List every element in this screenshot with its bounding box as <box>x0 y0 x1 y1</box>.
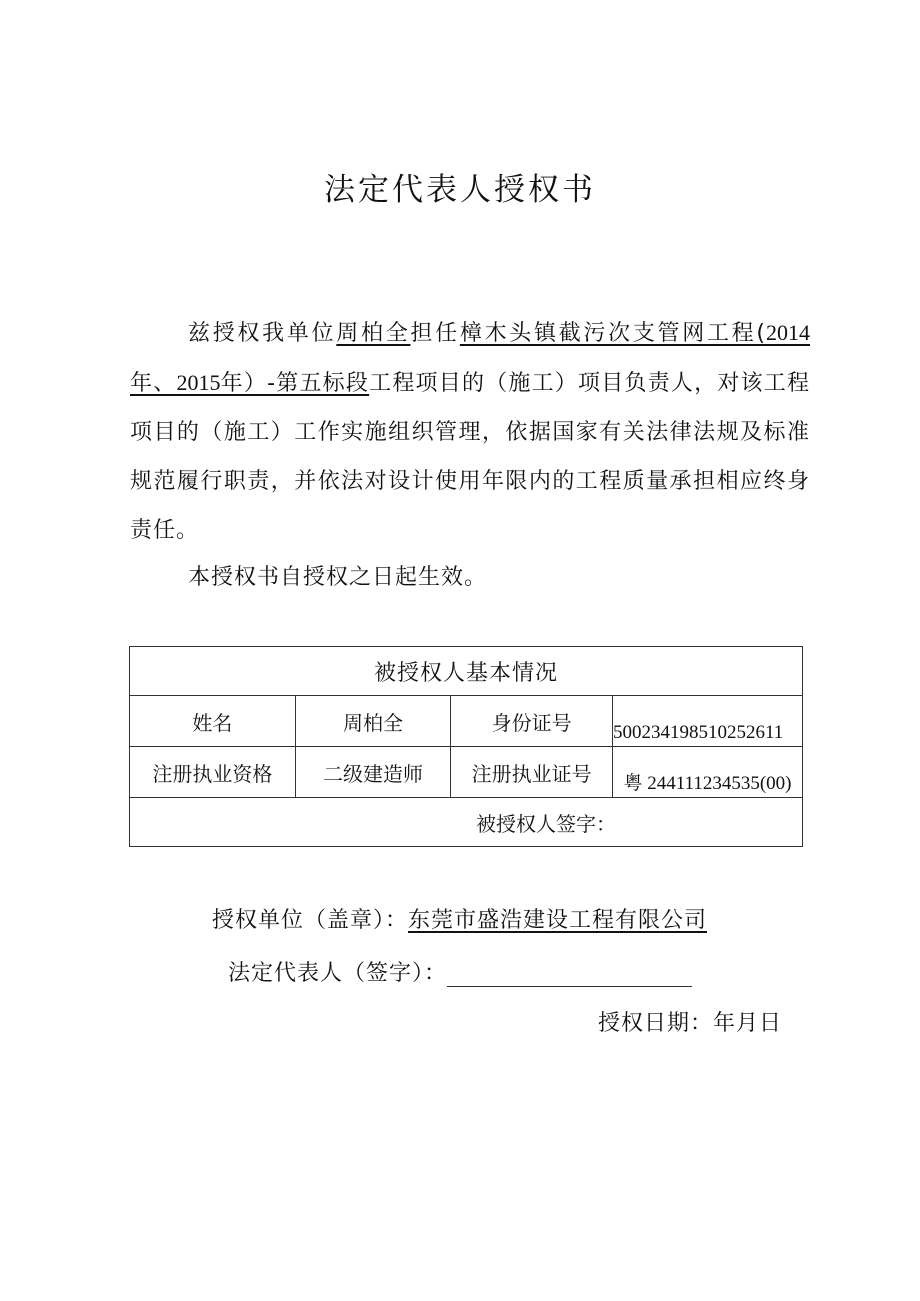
id-label: 身份证号 <box>451 696 613 747</box>
para-mid: 担任 <box>410 321 460 346</box>
project-year-2: 2015 <box>176 370 221 395</box>
name-label: 姓名 <box>130 696 296 747</box>
authorized-person-table <box>129 646 803 847</box>
id-value: 500234198510252611 <box>613 696 803 747</box>
authorizing-unit-line <box>212 903 920 934</box>
project-year-1: 2014 <box>765 320 810 345</box>
para-prefix: 兹授权我单位 <box>188 321 337 346</box>
rep-label: 法定代表人（签字）： <box>228 961 448 986</box>
certificate-value: 粤 244111234535(00) <box>613 747 803 798</box>
table-heading: 被授权人基本情况 <box>130 647 803 696</box>
qualification-label: 注册执业资格 <box>130 747 296 798</box>
name-value: 周柏全 <box>295 696 451 747</box>
legal-representative-line <box>228 956 920 987</box>
effective-paragraph: 本授权书自授权之日起生效。 <box>188 565 488 590</box>
project-name-part-a: 樟木头镇截污次支管网工程( <box>459 321 766 346</box>
signature-blank <box>447 964 692 987</box>
signature-cell <box>130 798 803 847</box>
project-name-part-b: 年、 <box>130 371 177 396</box>
unit-label: 授权单位（盖章）： <box>212 908 409 933</box>
unit-value: 东莞市盛浩建设工程有限公司 <box>408 908 708 933</box>
authorization-date: 授权日期：年月日 <box>598 1011 783 1036</box>
authorized-person-name: 周柏全 <box>336 321 411 346</box>
para-suffix: 工程项目的（施工）项目负责人，对该工程项目的（施工）工作实施组织管理，依据国家有关法律法规及标准规范履行职责，并依法对设计使用年限内的工程质量承担相应终身责任。 <box>130 371 810 543</box>
document-title: 法定代表人授权书 <box>324 172 596 208</box>
certificate-label: 注册执业证号 <box>451 747 613 798</box>
qualification-value: 二级建造师 <box>295 747 451 798</box>
project-name-part-c: 年）-第五标段 <box>220 371 370 396</box>
authorization-paragraph <box>130 308 810 555</box>
signature-label: 被授权人签字： <box>476 811 616 836</box>
